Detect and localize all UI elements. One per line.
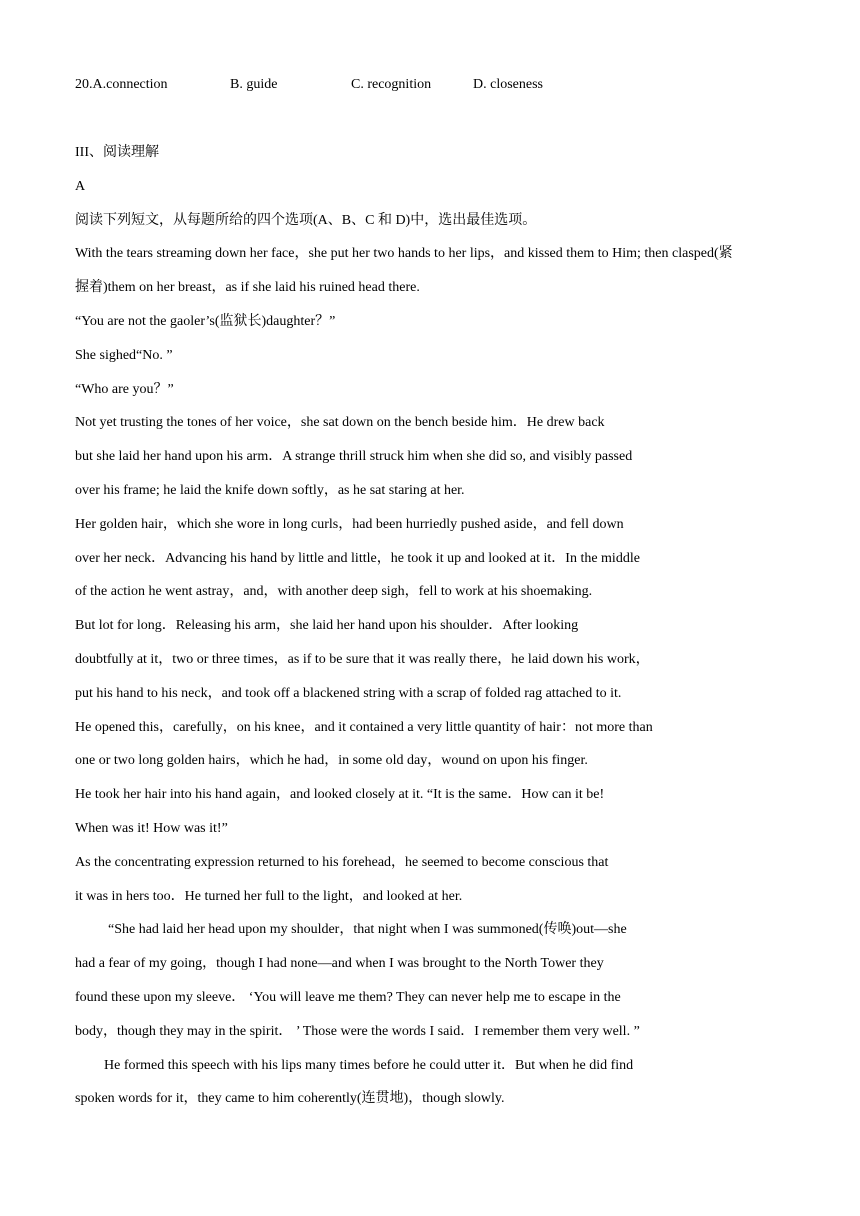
option-d: D. closeness — [473, 77, 543, 92]
reading-section — [75, 143, 805, 1123]
passage-line: body，though they may in the spirit． ’ Those were the words I said．I remember them very well. ” — [75, 1023, 640, 1039]
option-c: C. recognition — [351, 77, 432, 92]
passage-line: spoken words for it，they came to him coherently(连贯地)，though slowly. — [75, 1091, 505, 1107]
passage-line: He took her hair into his hand again，and looked closely at it. “It is the same．How can it be! — [75, 787, 605, 803]
passage-line: As the concentrating expression returned to his forehead，he seemed to become conscious that — [75, 854, 609, 870]
passage-line: had a fear of my going，though I had none—and when I was brought to the North Tower they — [75, 956, 604, 972]
passage-line: But lot for long．Releasing his arm，she laid her hand upon his shoulder．After looking — [75, 618, 579, 634]
passage-line: over her neck．Advancing his hand by little and little，he took it up and looked at it．In the middle — [75, 550, 640, 566]
passage-line: He formed this speech with his lips many times before he could utter it．But when he did find — [104, 1057, 634, 1073]
passage-line: When was it! How was it!” — [75, 820, 228, 836]
passage-line: He opened this，carefully，on his knee，and it contained a very little quantity of hair：not more than — [75, 719, 653, 735]
passage-line: it was in hers too．He turned her full to the light，and looked at her. — [75, 888, 463, 904]
passage-line: doubtfully at it，two or three times，as if to be sure that it was really there，he laid down his work， — [75, 651, 650, 667]
section-heading: III、阅读理解 — [75, 145, 159, 160]
passage-line: “You are not the gaoler’s(监狱长)daughter？” — [75, 313, 336, 329]
passage-line: Not yet trusting the tones of her voice，she sat down on the bench beside him．He drew back — [75, 415, 605, 431]
passage-line: With the tears streaming down her face，she put her two hands to her lips，and kissed them to Him; then clasped(紧 — [75, 246, 733, 262]
passage-line: of the action he went astray，and，with another deep sigh，fell to work at his shoemaking. — [75, 584, 593, 600]
passage-line: one or two long golden hairs，which he had，in some old day，wound on upon his finger. — [75, 753, 588, 769]
passage-line: but she laid her hand upon his arm．A strange thrill struck him when she did so, and visibly passed — [75, 449, 633, 465]
passage-line: 握着)them on her breast，as if she laid his ruined head there. — [75, 280, 420, 296]
passage-line: “Who are you？” — [75, 381, 174, 397]
passage-line: over his frame; he laid the knife down softly，as he sat staring at her. — [75, 482, 465, 498]
passage-line: put his hand to his neck，and took off a blackened string with a scrap of folded rag attached to it. — [75, 685, 622, 701]
instruction-text: 阅读下列短文，从每题所给的四个选项(A、B、C 和 D)中，选出最佳选项。 — [75, 212, 537, 228]
option-a: 20.A.connection — [75, 77, 168, 92]
passage-label: A — [75, 178, 86, 194]
passage-line: Her golden hair，which she wore in long curls，had been hurriedly pushed aside，and fell down — [75, 516, 624, 532]
passage-line: found these upon my sleeve． ‘You will leave me them? They can never help me to escape in the — [75, 989, 621, 1005]
passage-line: She sighed“No. ” — [75, 347, 173, 363]
passage-line: “She had laid her head upon my shoulder，that night when I was summoned(传唤)out—she — [108, 922, 627, 938]
option-b: B. guide — [230, 77, 278, 92]
